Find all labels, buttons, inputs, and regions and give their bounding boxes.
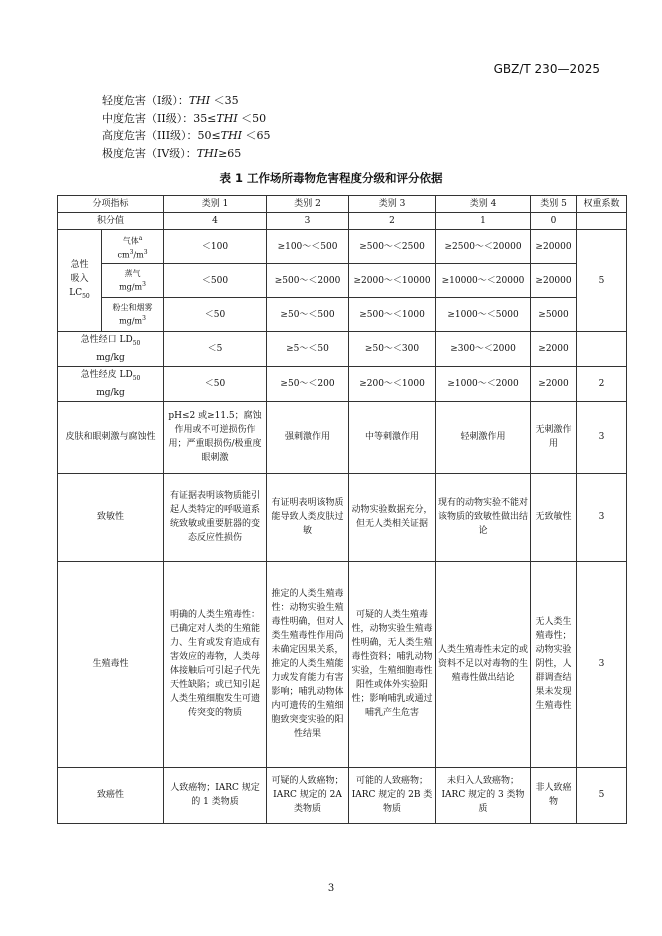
skin-cat3: 中等刺激作用: [349, 401, 436, 473]
sens-label: 致敏性: [58, 473, 164, 561]
sens-cat4: 现有的动物实验不能对该物质的致敏性做出结论: [436, 473, 531, 561]
skin-cat4: 轻刺激作用: [436, 401, 531, 473]
level-mild: 轻度危害（I级）：THI ＜35: [102, 94, 239, 107]
skin-cat2: 强刺激作用: [267, 401, 349, 473]
dust-cat4: ≥1000～＜5000: [436, 298, 531, 332]
vapor-cat5: ≥20000: [531, 264, 577, 298]
score-weight-empty: [577, 213, 627, 230]
page-number: 3: [327, 883, 335, 894]
repro-cat5: 无人类生殖毒性；动物实验阴性，人群调查结果未发现生殖毒性: [531, 561, 577, 767]
inhal-label-b: 吸入: [70, 273, 89, 284]
level-extreme: 极度危害（IV级）：THI≥65: [102, 146, 242, 160]
oral-cat1: ＜5: [164, 332, 267, 367]
carc-cat2: 可疑的人致癌物；IARC 规定的 2A 类物质: [267, 767, 349, 823]
vapor-cat4: ≥10000～＜20000: [436, 264, 531, 298]
vapor-cat2: ≥500～＜2000: [267, 264, 349, 298]
repro-cat3: 可疑的人类生殖毒性，动物实验生殖毒性明确，无人类生殖毒性资料；哺乳动物实验，生殖细胞毒性阳性或体外实验阳性；影响哺乳或通过哺乳产生危害: [349, 561, 436, 767]
sens-row: [58, 473, 627, 561]
carc-cat5: 非人致癌物: [531, 767, 577, 823]
inhal-group-label: [58, 230, 102, 332]
sens-cat3: 动物实验数据充分，但无人类相关证据: [349, 473, 436, 561]
oral-cat3: ≥50～＜300: [349, 332, 436, 367]
score-cat3: 2: [349, 213, 436, 230]
hazard-table: [57, 195, 627, 824]
dermal-cat5: ≥2000: [531, 366, 577, 401]
oral-weight-empty: [577, 332, 627, 367]
carc-label: 致癌性: [58, 767, 164, 823]
dermal-cat1: ＜50: [164, 366, 267, 401]
vapor-cat1: ＜500: [164, 264, 267, 298]
oral-row: [58, 332, 627, 367]
header-cat3: 类别 3: [349, 196, 436, 213]
inhal-vapor-row: [58, 264, 627, 298]
inhal-gas-row: [58, 230, 627, 264]
gas-cat2: ≥100～＜500: [267, 230, 349, 264]
dust-cat3: ≥500～＜1000: [349, 298, 436, 332]
vapor-cat3: ≥2000～＜10000: [349, 264, 436, 298]
inhal-gas-label: 气体$^a$ $cm^3/m^3$: [102, 230, 164, 264]
skin-weight: 3: [577, 401, 627, 473]
dust-cat5: ≥5000: [531, 298, 577, 332]
carc-cat3: 可能的人致癌物；IARC 规定的 2B 类物质: [349, 767, 436, 823]
sens-cat1: 有证据表明该物质能引起人类特定的呼吸道系统致敏或重要脏器的变态反应性损伤: [164, 473, 267, 561]
header-weight: 权重系数: [577, 196, 627, 213]
dermal-cat3: ≥200～＜1000: [349, 366, 436, 401]
header-cat1: 类别 1: [164, 196, 267, 213]
level-high: 高度危害（III级）：50≤THI ＜65: [102, 129, 271, 142]
carc-cat1: 人致癌物；IARC 规定的 1 类物质: [164, 767, 267, 823]
oral-cat2: ≥5～＜50: [267, 332, 349, 367]
score-cat5: 0: [531, 213, 577, 230]
gas-cat5: ≥20000: [531, 230, 577, 264]
score-cat2: 3: [267, 213, 349, 230]
inhal-vapor-label: 蒸气 $mg/m^3$: [102, 264, 164, 298]
skin-cat5: 无刺激作用: [531, 401, 577, 473]
repro-cat4: 人类生殖毒性未定的或资料不足以对毒物的生殖毒性做出结论: [436, 561, 531, 767]
table-header-row: [58, 196, 627, 213]
header-cat4: 类别 4: [436, 196, 531, 213]
sens-cat2: 有证明表明该物质能导致人类皮肤过敏: [267, 473, 349, 561]
oral-cat4: ≥300～＜2000: [436, 332, 531, 367]
skin-cat1: pH≤2 或≥11.5；腐蚀作用或不可逆损伤作用；严重眼损伤/极重度眼刺激: [164, 401, 267, 473]
header-indicator: 分项指标: [58, 196, 164, 213]
carc-weight: 5: [577, 767, 627, 823]
inhal-dust-label: 粉尘和烟雾 $mg/m^3$: [102, 298, 164, 332]
carc-cat4: 未归入人致癌物；IARC 规定的 3 类物质: [436, 767, 531, 823]
sens-weight: 3: [577, 473, 627, 561]
inhal-dust-row: [58, 298, 627, 332]
repro-label: 生殖毒性: [58, 561, 164, 767]
score-row: [58, 213, 627, 230]
gas-cat4: ≥2500～＜20000: [436, 230, 531, 264]
inhal-label-a: 急性: [70, 259, 89, 270]
oral-cat5: ≥2000: [531, 332, 577, 367]
doc-code: GBZ/T 230—2025: [493, 62, 600, 76]
inhal-weight: 5: [577, 230, 627, 332]
oral-label: 急性经口 $LD_{50}$ mg/kg: [58, 332, 164, 367]
sens-cat5: 无致敏性: [531, 473, 577, 561]
dermal-weight: 2: [577, 366, 627, 401]
level-moderate: 中度危害（II级）：35≤THI ＜50: [102, 111, 267, 125]
gas-cat3: ≥500～＜2500: [349, 230, 436, 264]
header-cat5: 类别 5: [531, 196, 577, 213]
dermal-row: [58, 366, 627, 401]
gas-cat1: ＜100: [164, 230, 267, 264]
skin-row: [58, 401, 627, 473]
header-cat2: 类别 2: [267, 196, 349, 213]
carc-row: [58, 767, 627, 823]
dermal-cat4: ≥1000～＜2000: [436, 366, 531, 401]
repro-row: [58, 561, 627, 767]
inhal-label-c: $LC_{50}$: [69, 287, 90, 300]
skin-label: 皮肤和眼刺激与腐蚀性: [58, 401, 164, 473]
table-caption: 表 1 工作场所毒物危害程度分级和评分依据: [219, 171, 443, 185]
dermal-cat2: ≥50～＜200: [267, 366, 349, 401]
dust-cat1: ＜50: [164, 298, 267, 332]
score-label: 积分值: [58, 213, 164, 230]
score-cat1: 4: [164, 213, 267, 230]
dermal-label: 急性经皮 $LD_{50}$ mg/kg: [58, 366, 164, 401]
repro-cat2: 推定的人类生殖毒性：动物实验生殖毒性明确，但对人类生殖毒性作用尚未确定因果关系，推定的人类生殖能力或发育能力有害影响；哺乳动物体内可遗传的生殖细胞致突变实验的阳性结果: [267, 561, 349, 767]
repro-cat1: 明确的人类生殖毒性：已确定对人类的生殖能力、生育或发育造成有害效应的毒物，人类母体接触后可引起子代先天性缺陷；或已知引起人类生殖细胞发生可遗传突变的物质: [164, 561, 267, 767]
repro-weight: 3: [577, 561, 627, 767]
hazard-level-list: [102, 92, 271, 162]
score-cat4: 1: [436, 213, 531, 230]
dust-cat2: ≥50～＜500: [267, 298, 349, 332]
